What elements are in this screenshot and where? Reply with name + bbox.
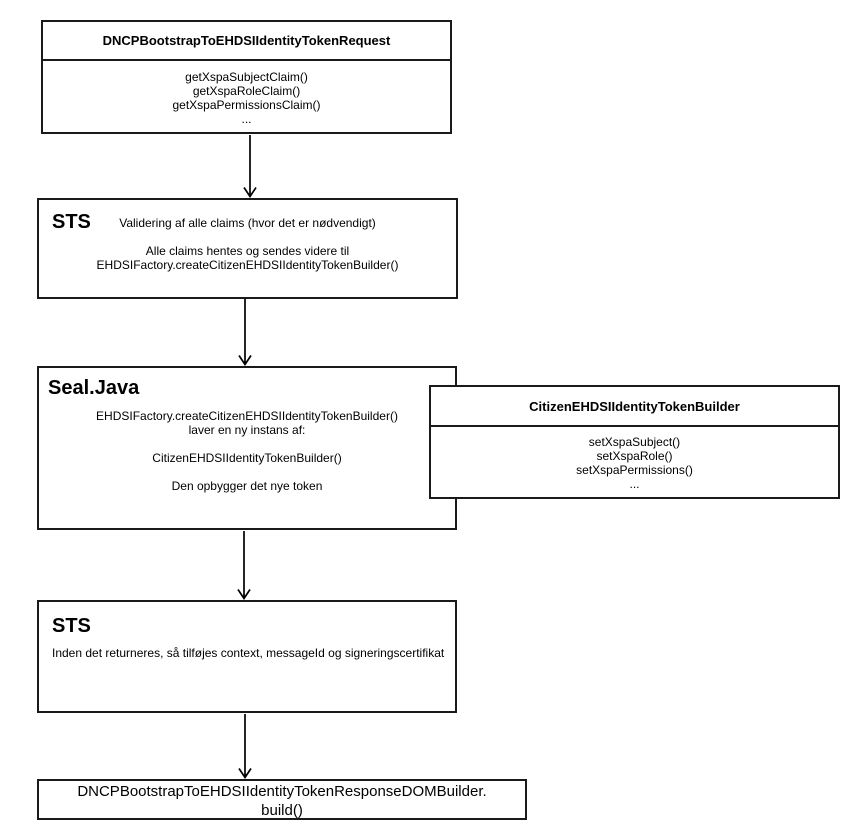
request-class-methods — [43, 61, 450, 126]
sts-return-body: Inden det returneres, så tilføjes context, messageId og signeringscertifikat — [52, 646, 445, 660]
builder-class-title: CitizenEHDSIIdentityTokenBuilder — [431, 387, 838, 427]
blank-line — [39, 465, 455, 479]
builder-class-box — [429, 385, 840, 499]
arrow-sts-to-seal — [239, 299, 251, 365]
method-item: setXspaPermissions() — [576, 463, 693, 477]
note-line: Validering af alle claims (hvor det er nødvendigt) — [119, 216, 376, 230]
note-line: EHDSIFactory.createCitizenEHDSIIdentityTokenBuilder() — [96, 258, 399, 272]
builder-class-methods — [431, 427, 838, 491]
sts-validation-box — [37, 198, 458, 299]
method-item: getXspaSubjectClaim() — [185, 70, 308, 84]
method-item: setXspaRole() — [596, 449, 673, 463]
seal-java-label: Seal.Java — [48, 377, 140, 399]
response-builder-box — [37, 779, 527, 820]
response-line: DNCPBootstrapToEHDSIIdentityTokenResponseDOMBuilder. — [77, 783, 487, 800]
method-item: getXspaPermissionsClaim() — [172, 98, 321, 112]
response-line: build() — [261, 802, 303, 819]
note-line: Den opbygger det nye token — [171, 479, 323, 493]
sts-validation-body — [39, 216, 456, 272]
request-class-title: DNCPBootstrapToEHDSIIdentityTokenRequest — [43, 22, 450, 61]
response-builder-text — [39, 781, 525, 820]
seal-java-body — [39, 409, 455, 493]
request-class-box — [41, 20, 452, 134]
sts-return-box — [37, 600, 457, 713]
note-line: Alle claims hentes og sendes videre til — [145, 244, 350, 258]
blank-line — [39, 437, 455, 451]
arrow-sts-to-response — [239, 714, 251, 778]
arrow-request-to-sts — [244, 135, 256, 197]
seal-java-box — [37, 366, 457, 530]
note-line: laver en ny instans af: — [188, 423, 306, 437]
method-item: ... — [629, 477, 640, 491]
method-item: setXspaSubject() — [588, 435, 681, 449]
blank-line — [39, 230, 456, 244]
note-line: EHDSIFactory.createCitizenEHDSIIdentityTokenBuilder() — [96, 409, 398, 423]
sts-validation-label: STS — [52, 211, 91, 233]
method-item: ... — [241, 112, 252, 126]
method-item: getXspaRoleClaim() — [192, 84, 301, 98]
sts-return-label: STS — [52, 615, 91, 637]
arrow-seal-to-sts — [238, 531, 250, 599]
note-line: CitizenEHDSIIdentityTokenBuilder() — [152, 451, 342, 465]
